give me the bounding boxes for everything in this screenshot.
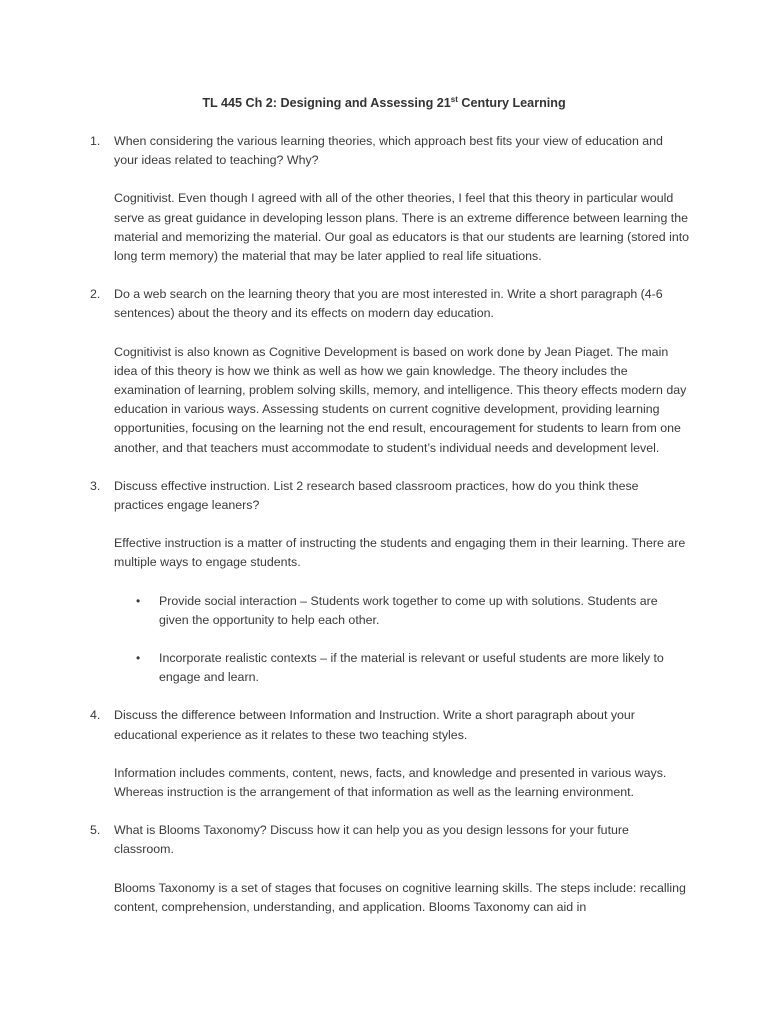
bullet-item-2 <box>136 649 690 687</box>
question-1 <box>90 132 690 170</box>
question-2 <box>90 285 690 323</box>
bullet-text: Incorporate realistic contexts – if the material is relevant or useful students are more likely to engage and learn. <box>159 651 664 685</box>
question-5 <box>90 821 690 859</box>
answer-4: Information includes comments, content, news, facts, and knowledge and presented in various ways. Whereas instruction is the arrangement of that information as well as the learning environment. <box>114 765 667 800</box>
answer-1: Cognitivist. Even though I agreed with all of the other theories, I feel that this theory in particular would serve as great guidance in developing lesson plans. There is an extreme difference between learning the material and memorizing the material. Our goal as educators is that our students are learning (stored into long term memory) the material that may be later applied to real life situations. <box>114 191 690 264</box>
question-number: 3. <box>90 478 101 493</box>
document-title <box>0 94 768 113</box>
question-text: When considering the various learning theories, which approach best fits your view of education and your ideas related to teaching? Why? <box>114 134 663 168</box>
question-number: 1. <box>90 134 101 148</box>
title-superscript: st <box>450 94 458 104</box>
answer-2: Cognitivist is also known as Cognitive Development is based on work done by Jean Piaget. The main idea of this theory is how we think as well as how we gain knowledge. The theory includes the examination of learning, problem solving skills, memory, and intelligence. This theory effects modern day education in various ways. Assessing students on current cognitive development, providing learning opportunities, focusing on the learning not the end result, encouragement for students to learn from one another, and that teachers must accommodate to student’s individual needs and development level. <box>114 344 687 455</box>
bullet-icon: • <box>136 593 141 608</box>
question-text: Discuss the difference between Information and Instruction. Write a short paragraph about your educational experience as it relates to these two teaching styles. <box>114 708 635 742</box>
title-main: TL 445 Ch 2: Designing and Assessing 21 <box>202 96 451 110</box>
question-text: Do a web search on the learning theory that you are most interested in. Write a short paragraph (4-6 sentences) about the theory and its effects on modern day education. <box>114 287 663 321</box>
question-text: Discuss effective instruction. List 2 research based classroom practices, how do you think these practices engage leaners? <box>114 478 639 513</box>
bullet-icon: • <box>136 651 141 666</box>
question-3 <box>90 477 690 515</box>
title-end: Century Learning <box>457 96 566 110</box>
question-4 <box>90 706 690 744</box>
bullet-text: Provide social interaction – Students work together to come up with solutions. Students are given the opportunity to help each other. <box>159 593 658 627</box>
question-text: What is Blooms Taxonomy? Discuss how it can help you as you design lessons for your future classroom. <box>114 823 629 857</box>
question-number: 5. <box>90 823 101 838</box>
question-number: 4. <box>90 708 101 723</box>
bullet-item-1 <box>136 592 690 630</box>
document-body <box>90 132 690 917</box>
question-number: 2. <box>90 287 101 302</box>
answer-5: Blooms Taxonomy is a set of stages that focuses on cognitive learning skills. The steps include: recalling content, comprehension, understanding, and application. Blooms Taxonomy can aid in <box>114 880 686 914</box>
answer-3: Effective instruction is a matter of instructing the students and engaging them in their learning. There are multiple ways to engage students. <box>114 536 686 570</box>
